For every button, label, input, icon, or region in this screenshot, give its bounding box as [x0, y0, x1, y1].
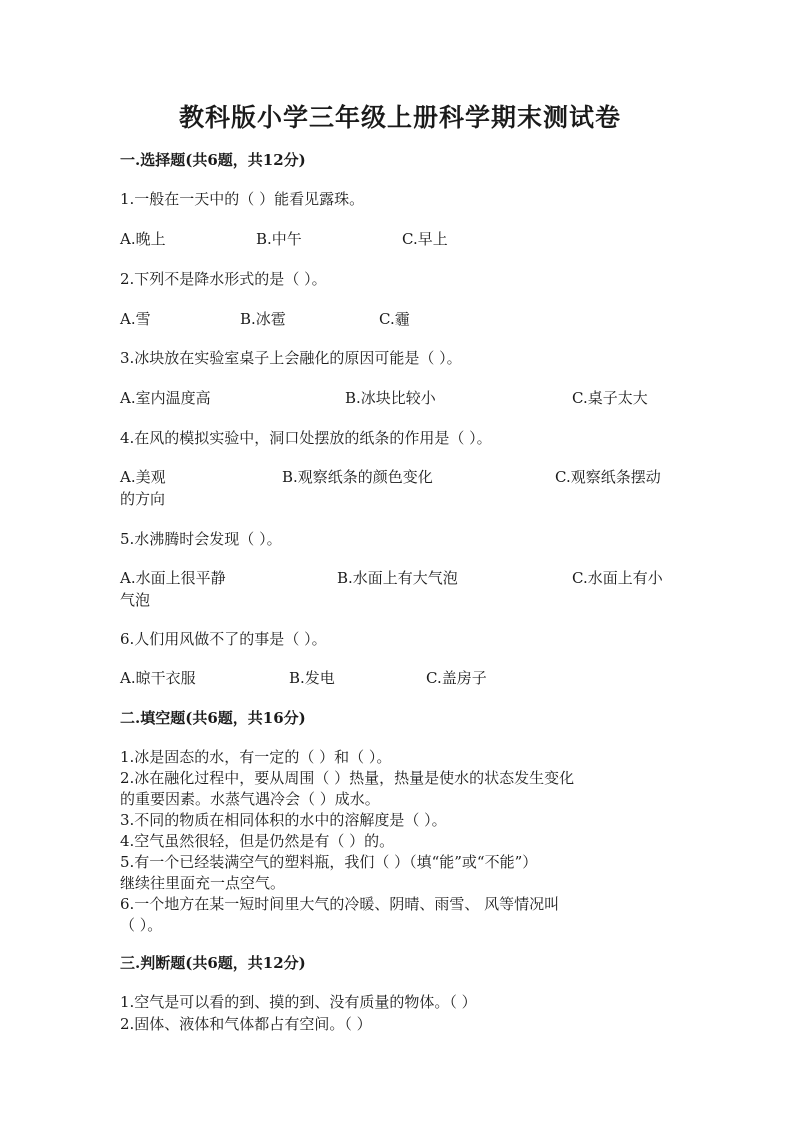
section-header-choice: 一.选择题(共6题，共12分) [120, 151, 306, 169]
option-c: C.盖房子 [426, 669, 487, 687]
fill-line: 2.冰在融化过程中，要从周围（ ）热量，热量是使水的状态发生变化 [120, 769, 575, 787]
page-title: 教科版小学三年级上册科学期末测试卷 [178, 103, 621, 132]
option-wrap-text: 的方向 [120, 490, 166, 508]
fill-line: 5.有一个已经装满空气的塑料瓶，我们（ ）（填“能”或“不能”） [120, 853, 538, 871]
section-header-judge: 三.判断题(共6题，共12分) [120, 954, 306, 972]
fill-line: 的重要因素。水蒸气遇冷会（ ）成水。 [120, 790, 380, 808]
option-c: C.观察纸条摆动 [555, 468, 661, 486]
fill-line: 继续往里面充一点空气。 [120, 874, 286, 892]
option-a: A.室内温度高 [120, 389, 211, 407]
option-b: B.发电 [289, 669, 335, 687]
question-stem: 3.冰块放在实验室桌子上会融化的原因可能是（ ）。 [120, 349, 462, 367]
question-stem: 2.下列不是降水形式的是（ ）。 [120, 270, 327, 288]
option-a: A.晾干衣服 [120, 669, 196, 687]
question-stem: 6.人们用风做不了的事是（ ）。 [120, 630, 327, 648]
option-c: C.霾 [379, 310, 410, 328]
option-c: C.水面上有小 [572, 569, 663, 587]
fill-line: 3.不同的物质在相同体积的水中的溶解度是（ ）。 [120, 811, 447, 829]
option-b: B.观察纸条的颜色变化 [282, 468, 433, 486]
option-c: C.桌子太大 [572, 389, 648, 407]
option-a: A.美观 [120, 468, 166, 486]
fill-line: 1.冰是固态的水，有一定的（ ）和（ ）。 [120, 748, 392, 766]
option-c: C.早上 [402, 230, 448, 248]
option-b: B.水面上有大气泡 [337, 569, 458, 587]
fill-line: （ ）。 [120, 916, 163, 934]
option-b: B.冰块比较小 [345, 389, 436, 407]
option-a: A.雪 [120, 310, 151, 328]
option-wrap-text: 气泡 [120, 591, 151, 609]
section-header-fill: 二.填空题(共6题，共16分) [120, 709, 306, 727]
fill-line: 6.一个地方在某一短时间里大气的冷暖、阴晴、雨雪、 风等情况叫 [120, 895, 560, 913]
option-b: B.冰雹 [240, 310, 286, 328]
question-stem: 1.一般在一天中的（ ）能看见露珠。 [120, 190, 365, 208]
question-stem: 4.在风的模拟实验中，洞口处摆放的纸条的作用是（ ）。 [120, 429, 492, 447]
option-a: A.水面上很平静 [120, 569, 226, 587]
option-b: B.中午 [256, 230, 302, 248]
judge-line: 2.固体、液体和气体都占有空间。（ ） [120, 1015, 372, 1033]
option-a: A.晚上 [120, 230, 166, 248]
question-stem: 5.水沸腾时会发现（ ）。 [120, 530, 282, 548]
judge-line: 1.空气是可以看的到、摸的到、没有质量的物体。（ ） [120, 993, 477, 1011]
fill-line: 4.空气虽然很轻，但是仍然是有（ ）的。 [120, 832, 395, 850]
